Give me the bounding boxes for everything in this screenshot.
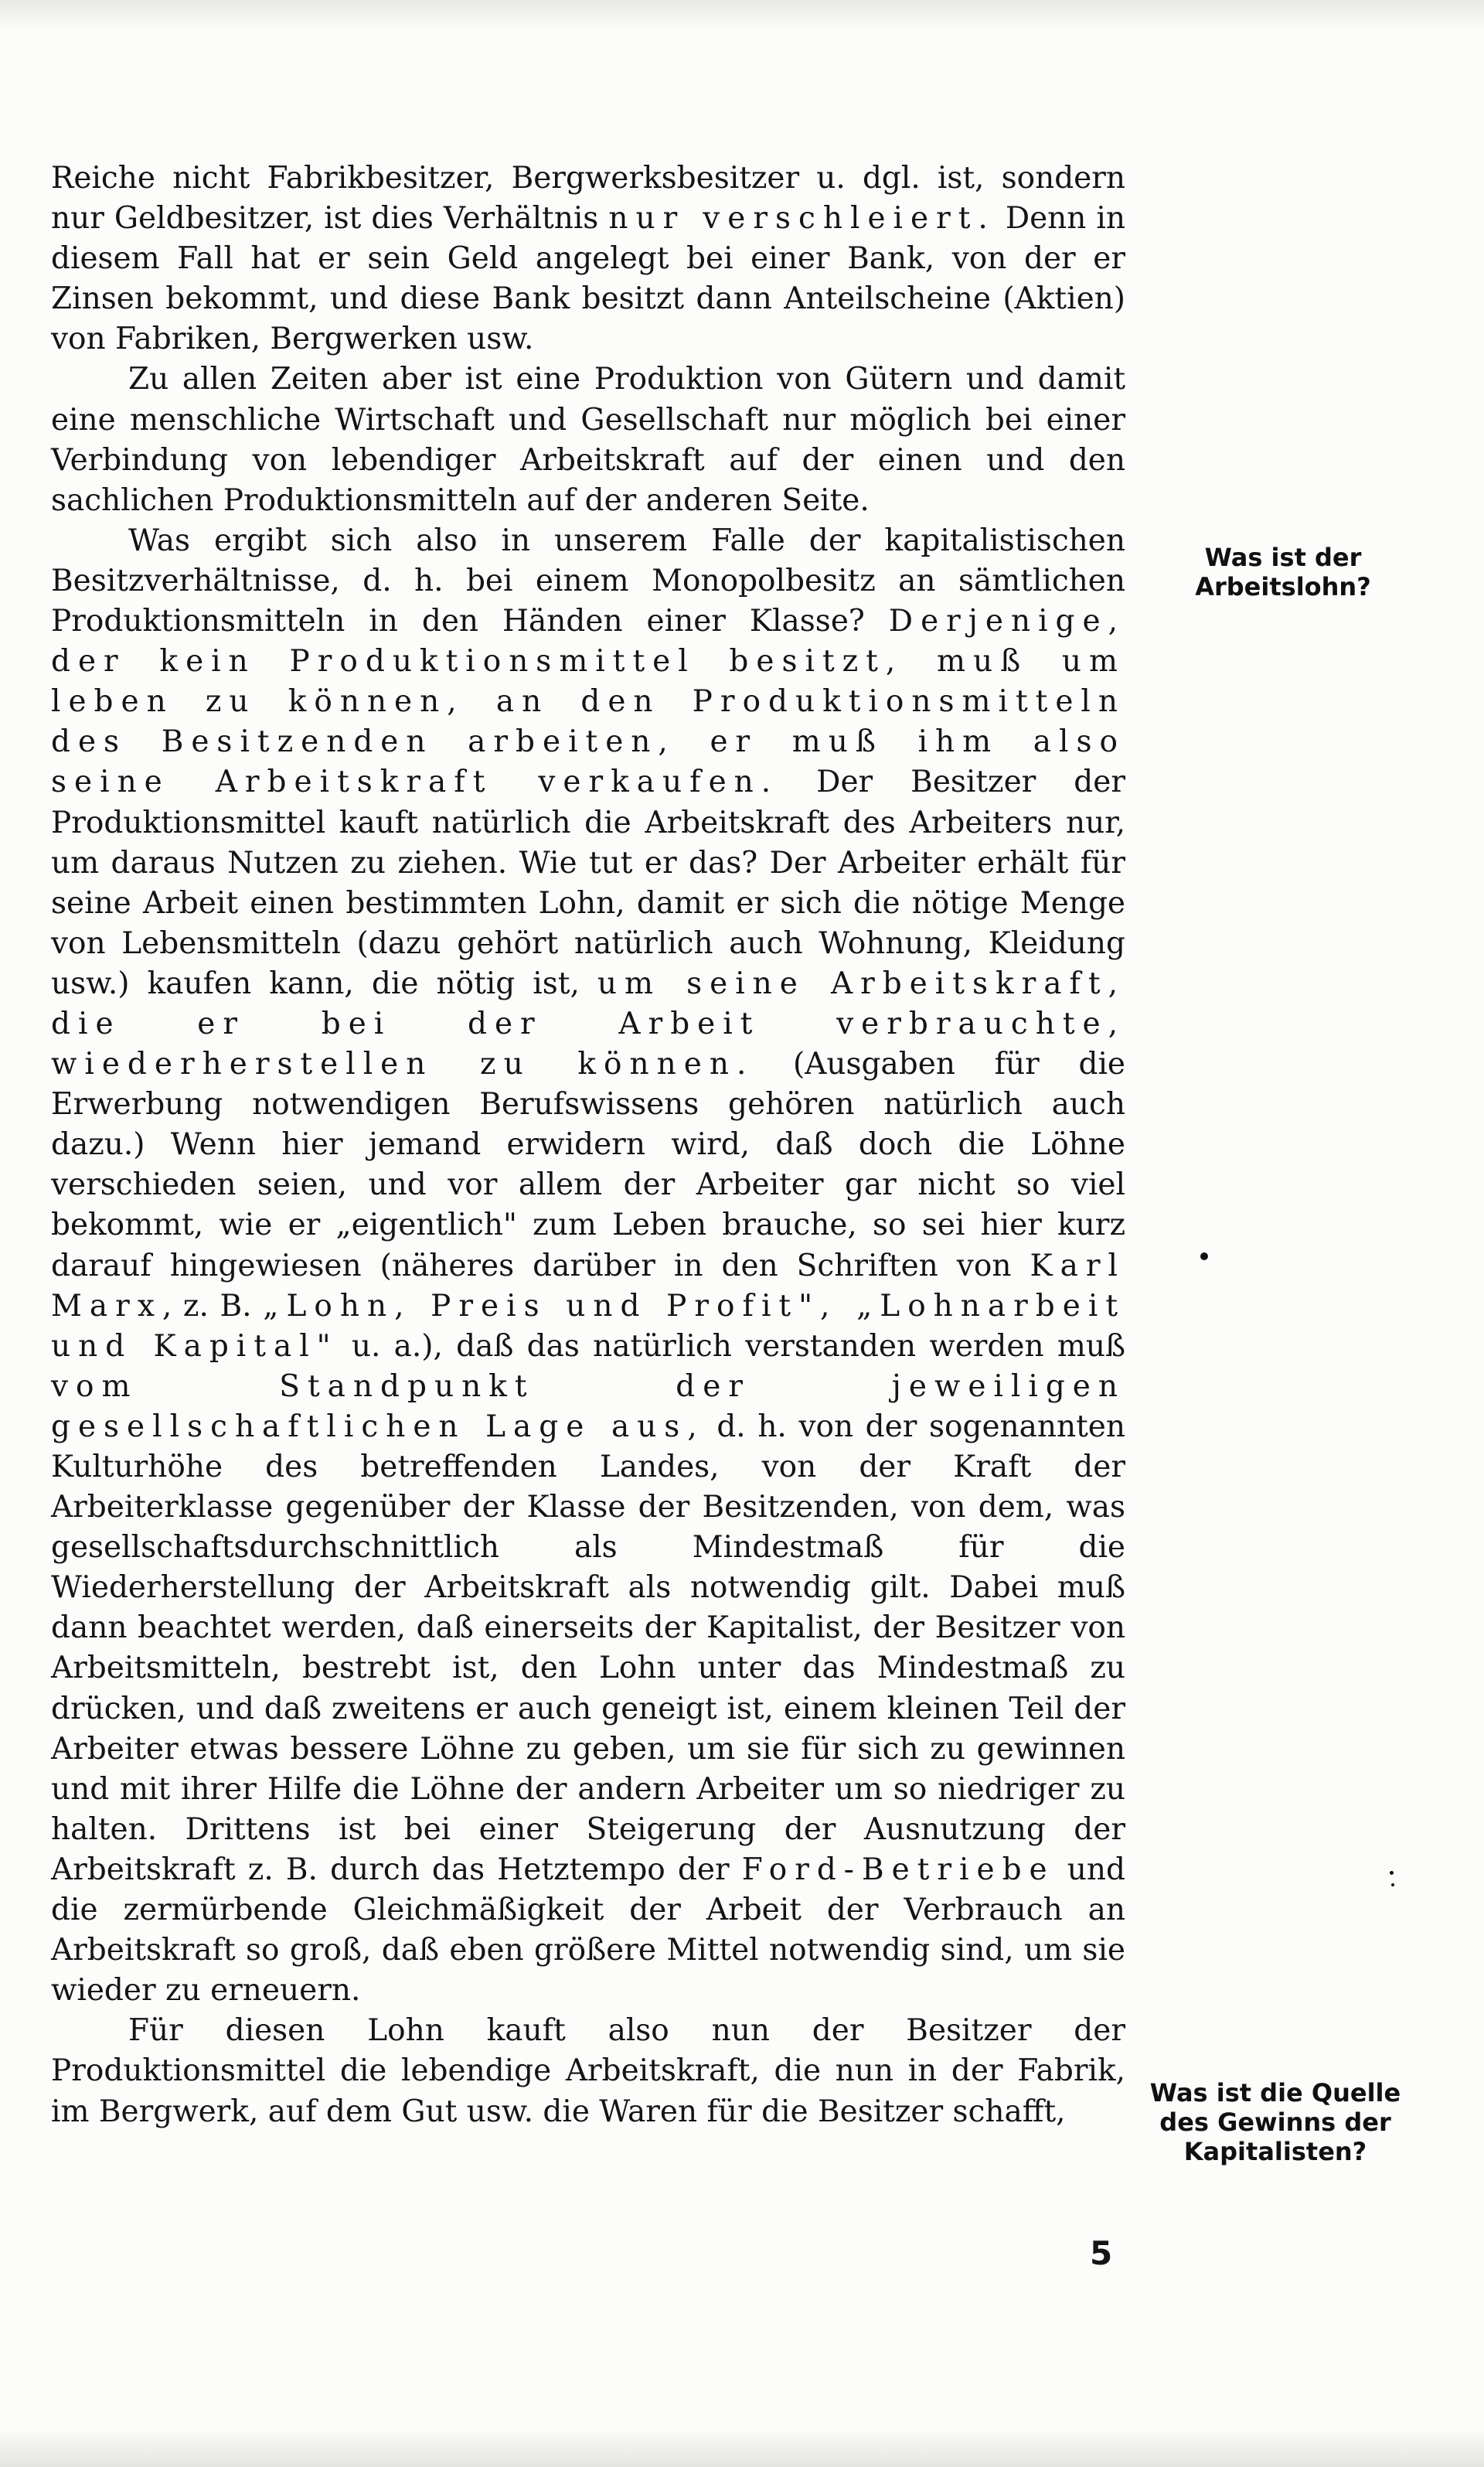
text-run: Was ergibt sich also in unserem Falle der kapitalistischen Besitzverhältnisse, d. h. bei einem Monopolbesitz an sämtlichen Produktionsmitteln in den Händen einer Klasse? [51,523,1125,639]
spaced-emphasis: „Lohn, Preis und Profit", „Lohnarbeit und Kapital" [51,1288,1125,1364]
scan-top-edge [0,0,1484,31]
text-run: Zu allen Zeiten aber ist eine Produktion von Gütern und damit eine menschliche Wirtschaft und Gesellschaft nur möglich bei einer Verbindung von lebendiger Arbeitskraft auf der einen und den sachlichen Produktionsmitteln auf der anderen Seite. [51,362,1125,518]
text-run: Für diesen Lohn kauft also nun der Besitzer der Produktionsmittel die lebendige Arbeitskraft, die nun in der Fabrik, im Bergwerk, auf dem Gut usw. die Waren für die Besitzer schafft, [51,2013,1125,2129]
print-speck [1390,1871,1394,1875]
text-run: , z. B. [162,1288,264,1324]
text-run: (Ausgaben für die Erwerbung notwendigen Berufswissens gehören natürlich auch dazu.) Wenn hier jemand erwidern wird, daß doch die Löhne verschieden seien, und vor allem der Arbeiter gar nicht so viel bekommt, wie er „eigentlich" zum Leben brauche, so sei hier kurz darauf hingewiesen (näheres darüber in den Schriften von [51,1047,1126,1283]
scan-bottom-edge [0,2428,1484,2467]
paragraph-3 [51,521,1125,2011]
spaced-emphasis: nur verschleiert. [608,201,996,237]
print-speck [1391,1883,1394,1886]
print-speck [1200,1252,1208,1260]
spaced-emphasis: Derjenige, der kein Produktionsmittel besitzt, muß um leben zu können, an den Produktionsmitteln des Besitzenden arbeiten, er muß ihm also seine Arbeitskraft verkaufen. [51,604,1125,800]
margin-note-arbeitslohn: Was ist der Arbeitslohn? [1195,543,1371,601]
spaced-emphasis: Ford-Betriebe [741,1852,1055,1887]
paragraph-2 [51,359,1125,520]
spaced-emphasis: vom Standpunkt der jeweiligen gesellschaftlichen Lage aus, [51,1368,1125,1444]
spaced-emphasis: um seine Arbeitskraft, die er bei der Arbeit verbrauchte, wiederherstellen zu können. [51,966,1125,1082]
page-number: 5 [1090,2234,1113,2272]
paragraph-4 [51,2011,1125,2131]
body-text-column [51,158,1125,2132]
text-run: und die zermürbende Gleichmäßigkeit der Arbeit der Verbrauch an Arbeitskraft so groß, daß eben größere Mittel notwendig sind, um sie wieder zu erneuern. [51,1852,1125,2009]
text-run: u. a.), daß das natürlich verstanden werden muß [338,1328,1125,1364]
text-run: Der Besitzer der Produktionsmittel kauft natürlich die Arbeitskraft des Arbeiters nur, um daraus Nutzen zu ziehen. Wie tut er das? Der Arbeiter erhält für seine Arbeit einen bestimmten Lohn, damit er sich die nötige Menge von Lebensmitteln (dazu gehört natürlich auch Wohnung, Kleidung usw.) kaufen kann, die nötig ist, [51,765,1126,1001]
paragraph-1 [51,158,1125,359]
text-run: Reiche nicht Fabrikbesitzer, Bergwerksbesitzer u. dgl. ist, sondern nur Geldbesitzer, ist dies Verhältnis [51,161,1125,237]
margin-note-quelle-des-gewinns: Was ist die Quelle des Gewinns der Kapitalisten? [1149,2078,1401,2166]
spaced-emphasis: Karl Marx [51,1248,1125,1324]
text-run: d. h. von der sogenannten Kulturhöhe des betreffenden Landes, von der Kraft der Arbeiterklasse gegenüber der Klasse der Besitzenden, von dem, was gesellschaftsdurchschnittlich als Mindestmaß für die Wiederherstellung der Arbeitskraft als notwendig gilt. Dabei muß dann beachtet werden, daß einerseits der Kapitalist, der Besitzer von Arbeitsmitteln, bestrebt ist, den Lohn unter das Mindestmaß zu drücken, und daß zweitens er auch geneigt ist, einem kleinen Teil der Arbeiter etwas bessere Löhne zu geben, um sie für sich zu gewinnen und mit ihrer Hilfe die Löhne der andern Arbeiter um so niedriger zu halten. Drittens ist bei einer Steigerung der Ausnutzung der Arbeitskraft z. B. durch das Hetztempo der [51,1409,1126,1887]
text-run: Denn in diesem Fall hat er sein Geld angelegt bei einer Bank, von der er Zinsen bekommt, und diese Bank besitzt dann Anteilscheine (Aktien) von Fabriken, Bergwerken usw. [51,201,1126,357]
